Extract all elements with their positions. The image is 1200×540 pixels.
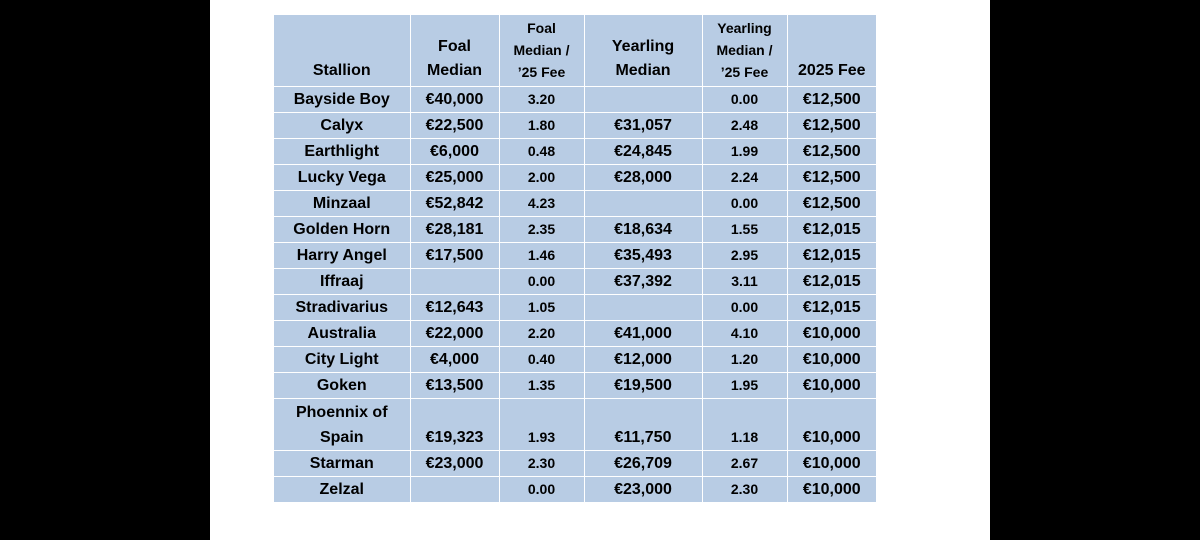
yearling-median-cell: €37,392 [584,269,702,295]
foal-median-ratio-cell: 4.23 [499,191,584,217]
stallion-fee-table [274,15,876,502]
foal-median-ratio-cell: 1.93 [499,399,584,451]
fee-2025-cell: €12,500 [787,113,876,139]
stallion-name-cell [274,321,410,347]
fee-2025-cell: €12,015 [787,295,876,321]
table-row [274,477,876,503]
header-foal-median-to-fee [499,15,584,87]
stallion-name-cell [274,373,410,399]
stallion-name-text: Spain [319,429,364,446]
column-header-line: Median / [716,42,773,58]
table-row [274,295,876,321]
stallion-name-text: Golden Horn [293,221,391,238]
column-header-line: Stallion [312,62,371,79]
foal-median-ratio-cell: 0.00 [499,269,584,295]
column-header-line: Foal [527,20,556,36]
yearling-median-cell: €31,057 [584,113,702,139]
table-row [274,373,876,399]
foal-median-cell: €4,000 [410,347,499,373]
header-yearling-median-to-fee [702,15,787,87]
yearling-median-cell: €41,000 [584,321,702,347]
column-header-line: Yearling [611,38,675,55]
table-row [274,399,876,451]
header-2025-fee [787,15,876,87]
fee-2025-cell: €10,000 [787,321,876,347]
foal-median-ratio-cell: 0.40 [499,347,584,373]
stallion-name-text: Iffraaj [319,273,364,290]
foal-median-cell: €6,000 [410,139,499,165]
table-row [274,165,876,191]
stallion-name-cell [274,451,410,477]
foal-median-cell: €23,000 [410,451,499,477]
yearling-median-cell [584,295,702,321]
stallion-name-cell [274,217,410,243]
table-header [274,15,876,87]
yearling-median-ratio-cell: 0.00 [702,191,787,217]
stallion-name-text: Lucky Vega [297,169,386,186]
yearling-median-cell: €18,634 [584,217,702,243]
stallion-name-text: Minzaal [312,195,371,212]
foal-median-cell: €19,323 [410,399,499,451]
column-header-line: Median [615,62,671,79]
foal-median-cell: €52,842 [410,191,499,217]
stallion-name-text: City Light [304,351,379,368]
foal-median-ratio-cell: 0.48 [499,139,584,165]
yearling-median-ratio-cell: 2.67 [702,451,787,477]
yearling-median-ratio-cell: 3.11 [702,269,787,295]
yearling-median-ratio-cell: 1.20 [702,347,787,373]
stallion-name-text: Stradivarius [295,299,388,316]
fee-2025-cell: €12,500 [787,87,876,113]
stallion-name-cell [274,295,410,321]
table-row [274,451,876,477]
fee-2025-cell: €10,000 [787,399,876,451]
stallion-name-text: Harry Angel [296,247,387,264]
table-row [274,87,876,113]
yearling-median-cell: €23,000 [584,477,702,503]
yearling-median-cell: €24,845 [584,139,702,165]
column-header-line: Median [426,62,483,79]
column-header-line: 2025 Fee [797,62,866,79]
stallion-name-cell [274,399,410,451]
table-row [274,347,876,373]
foal-median-cell: €22,000 [410,321,499,347]
foal-median-cell: €28,181 [410,217,499,243]
stallion-name-text: Goken [316,377,367,394]
stallion-name-cell [274,243,410,269]
stallion-name-cell [274,191,410,217]
fee-2025-cell: €12,500 [787,191,876,217]
yearling-median-cell: €11,750 [584,399,702,451]
table-row [274,191,876,217]
table-row [274,139,876,165]
column-header-line: Median / [513,42,570,58]
yearling-median-ratio-cell: 2.95 [702,243,787,269]
foal-median-cell: €12,643 [410,295,499,321]
stallion-name-text: Zelzal [319,481,364,498]
foal-median-cell [410,269,499,295]
yearling-median-ratio-cell: 2.48 [702,113,787,139]
yearling-median-ratio-cell: 0.00 [702,87,787,113]
header-row [274,15,876,87]
stallion-fee-table-container [274,15,876,502]
table-row [274,321,876,347]
foal-median-ratio-cell: 2.30 [499,451,584,477]
yearling-median-ratio-cell: 0.00 [702,295,787,321]
stallion-name-text: Australia [307,325,376,342]
column-header-line: Foal [438,38,471,55]
column-header-line: Yearling [717,20,772,36]
document-page [210,0,990,540]
yearling-median-ratio-cell: 1.18 [702,399,787,451]
column-header-line: ’25 Fee [517,64,566,80]
stallion-name-text: Bayside Boy [293,91,390,108]
foal-median-ratio-cell: 1.35 [499,373,584,399]
stallion-name-cell [274,477,410,503]
fee-2025-cell: €12,500 [787,139,876,165]
yearling-median-cell: €12,000 [584,347,702,373]
stallion-name-cell [274,165,410,191]
stallion-name-cell [274,113,410,139]
stallion-name-cell [274,87,410,113]
stallion-name-text: Starman [309,455,374,472]
fee-2025-cell: €10,000 [787,373,876,399]
table-row [274,217,876,243]
yearling-median-cell [584,87,702,113]
foal-median-cell: €22,500 [410,113,499,139]
foal-median-ratio-cell: 3.20 [499,87,584,113]
yearling-median-ratio-cell: 4.10 [702,321,787,347]
foal-median-cell [410,477,499,503]
table-row [274,113,876,139]
yearling-median-ratio-cell: 1.99 [702,139,787,165]
yearling-median-cell: €28,000 [584,165,702,191]
header-stallion [274,15,410,87]
stallion-name-text: Earthlight [304,143,380,160]
stallion-name-cell [274,347,410,373]
header-yearling-median [584,15,702,87]
foal-median-ratio-cell: 1.05 [499,295,584,321]
foal-median-cell: €13,500 [410,373,499,399]
foal-median-ratio-cell: 1.80 [499,113,584,139]
foal-median-cell: €40,000 [410,87,499,113]
foal-median-ratio-cell: 2.35 [499,217,584,243]
yearling-median-cell: €19,500 [584,373,702,399]
foal-median-cell: €17,500 [410,243,499,269]
column-header-line: ’25 Fee [720,64,769,80]
fee-2025-cell: €10,000 [787,347,876,373]
fee-2025-cell: €12,015 [787,243,876,269]
header-foal-median [410,15,499,87]
fee-2025-cell: €12,015 [787,269,876,295]
foal-median-ratio-cell: 2.20 [499,321,584,347]
stallion-name-text: Phoennix of [295,404,388,421]
yearling-median-cell [584,191,702,217]
yearling-median-ratio-cell: 2.30 [702,477,787,503]
fee-2025-cell: €10,000 [787,451,876,477]
foal-median-cell: €25,000 [410,165,499,191]
fee-2025-cell: €10,000 [802,481,861,498]
yearling-median-ratio-cell: 1.95 [702,373,787,399]
fee-2025-cell: €12,500 [787,165,876,191]
yearling-median-ratio-cell: 2.24 [702,165,787,191]
yearling-median-cell: €35,493 [584,243,702,269]
table-body [274,87,876,503]
yearling-median-cell: €26,709 [584,451,702,477]
foal-median-ratio-cell: 1.46 [499,243,584,269]
stallion-name-cell [274,269,410,295]
fee-2025-cell: €12,015 [787,217,876,243]
foal-median-ratio-cell: 0.00 [499,477,584,503]
foal-median-ratio-cell: 2.00 [499,165,584,191]
table-row [274,269,876,295]
yearling-median-ratio-cell: 1.55 [702,217,787,243]
stallion-name-text: Calyx [320,117,364,134]
table-row [274,243,876,269]
stallion-name-cell [274,139,410,165]
